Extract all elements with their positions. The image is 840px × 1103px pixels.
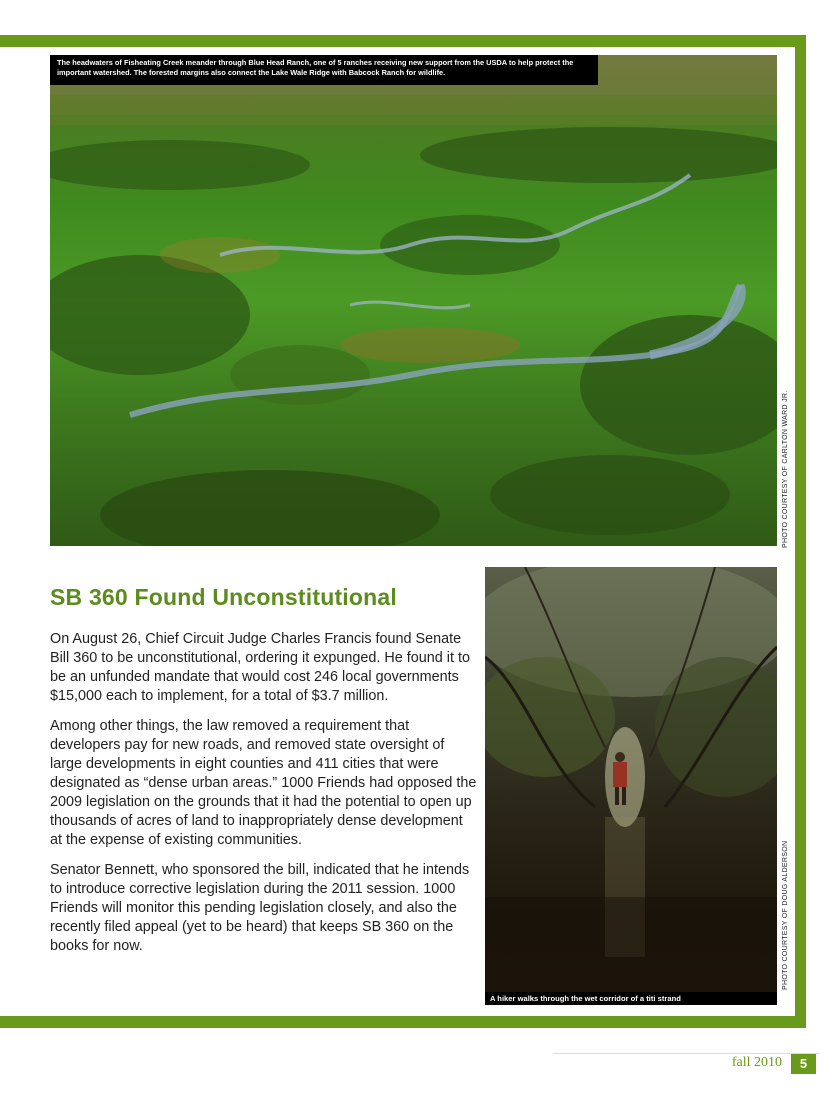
forest-corridor-illustration [485,567,777,1005]
main-photo-credit: PHOTO COURTESY OF CARLTON WARD JR. [782,390,789,548]
main-photo-caption: The headwaters of Fisheating Creek meander through Blue Head Ranch, one of 5 ranches receiving new support from the USDA to help protect the important watershed. The forested margins also connect the Lake Wale Ridge with Babcock Ranch for wildlife. [50,55,598,85]
green-frame-top [0,35,806,47]
titi-strand-photo [485,567,777,1005]
green-frame-right [795,35,806,1028]
side-photo-credit: PHOTO COURTESY OF DOUG ALDERSON [782,840,789,990]
article-paragraph: Among other things, the law removed a requirement that developers pay for new roads, and removed state oversight of large developments in eight counties and 411 cities that were designated as “dense urban areas.” 1000 Friends had opposed the 2009 legislation on the grounds that it had the potential to open up thousands of acres of land to inappropriately dense development at the expense of existing communities. [50,718,477,848]
article-paragraph: Senator Bennett, who sponsored the bill, indicated that he intends to introduce corrective legislation during the 2011 session. 1000 Friends will monitor this pending legislation closely, and also the recently filed appeal (yet to be heard) that keeps SB 360 on the books for now. [50,862,470,954]
issue-label: fall 2010 [731,1055,782,1070]
aerial-landscape-illustration [50,55,777,546]
aerial-creek-photo [50,55,777,546]
article-paragraph: On August 26, Chief Circuit Judge Charles Francis found Senate Bill 360 to be unconstitutional, ordering it expunged. He found it to be an unfunded mandate that would cost 246 local governments $15,000 each to implement, for a total of $3.7 million. [50,631,471,704]
page-number: 5 [791,1054,816,1074]
article-title: SB 360 Found Unconstitutional [50,584,397,610]
green-frame-bottom [0,1016,806,1028]
side-photo-caption: A hiker walks through the wet corridor of a titi strand [485,992,777,1005]
footer-divider [553,1053,819,1054]
article-body [50,630,478,967]
